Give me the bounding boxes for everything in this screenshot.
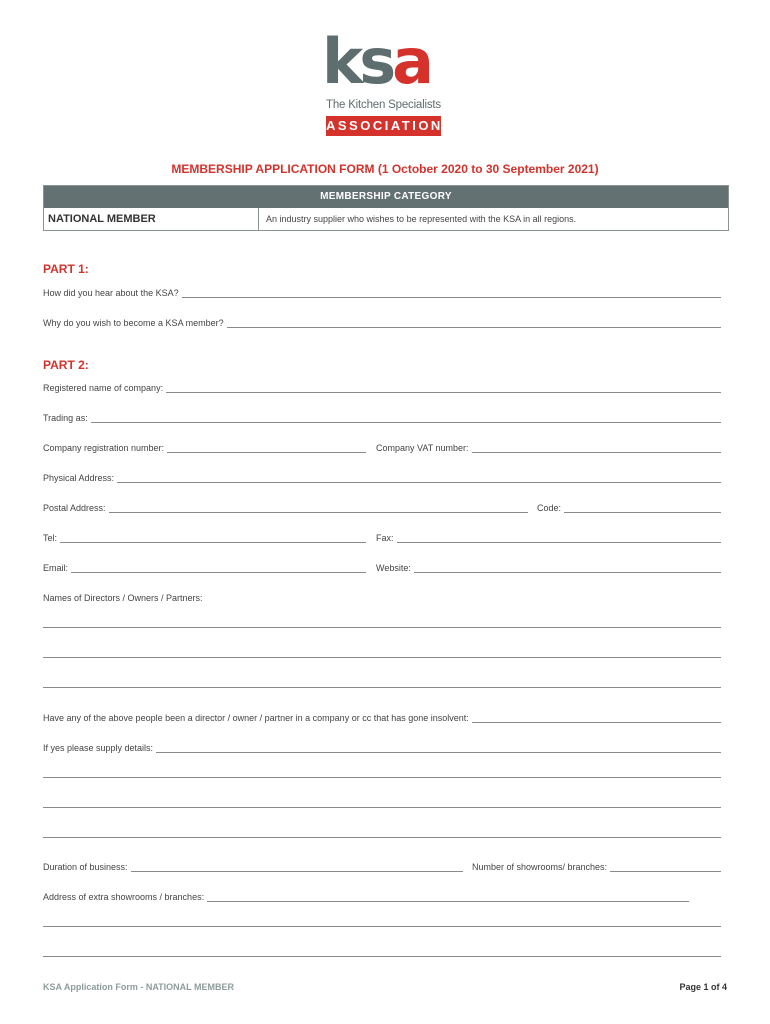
- ksa-logo: [322, 25, 446, 140]
- extra-address-field[interactable]: [43, 888, 689, 902]
- insolvent-label: Have any of the above people been a director / owner / partner in a company or cc that has gone insolvent:: [43, 713, 469, 723]
- directors-line-2[interactable]: [43, 657, 721, 658]
- form-title: MEMBERSHIP APPLICATION FORM (1 October 2020 to 30 September 2021): [171, 162, 599, 176]
- tel-line[interactable]: [60, 534, 366, 543]
- extra-address-line-1[interactable]: [43, 926, 721, 927]
- details-line-3[interactable]: [43, 837, 721, 838]
- physical-address-line[interactable]: [117, 474, 721, 483]
- code-line[interactable]: [564, 504, 721, 513]
- vat-number-line[interactable]: [472, 444, 721, 453]
- showrooms-label: Number of showrooms/ branches:: [472, 862, 608, 872]
- trading-as-field[interactable]: [43, 409, 721, 423]
- hear-about-line[interactable]: [182, 289, 721, 298]
- fax-line[interactable]: [397, 534, 721, 543]
- footer-form-name: KSA Application Form - NATIONAL MEMBER: [43, 982, 234, 992]
- fax-label: Fax:: [376, 533, 394, 543]
- extra-address-line[interactable]: [207, 893, 689, 902]
- vat-number-label: Company VAT number:: [376, 443, 469, 453]
- email-line[interactable]: [71, 564, 366, 573]
- postal-address-field[interactable]: [43, 499, 528, 513]
- physical-address-label: Physical Address:: [43, 473, 115, 483]
- logo-wordmark: ksa: [322, 25, 430, 98]
- registered-name-label: Registered name of company:: [43, 383, 164, 393]
- website-line[interactable]: [414, 564, 721, 573]
- category-name: NATIONAL MEMBER: [44, 208, 259, 230]
- insolvent-line[interactable]: [472, 714, 721, 723]
- showrooms-field[interactable]: [472, 858, 721, 872]
- extra-address-line-2[interactable]: [43, 956, 721, 957]
- extra-address-label: Address of extra showrooms / branches:: [43, 892, 205, 902]
- duration-label: Duration of business:: [43, 862, 128, 872]
- logo-subtitle: The Kitchen Specialists: [326, 99, 441, 111]
- if-yes-field[interactable]: [43, 739, 721, 753]
- directors-line-3[interactable]: [43, 687, 721, 688]
- directors-label: Names of Directors / Owners / Partners:: [43, 593, 203, 603]
- part1-title: PART 1:: [43, 262, 89, 276]
- email-label: Email:: [43, 563, 69, 573]
- logo-association-banner: ASSOCIATION: [326, 116, 441, 136]
- details-line-2[interactable]: [43, 807, 721, 808]
- why-member-line[interactable]: [227, 319, 721, 328]
- tel-field[interactable]: [43, 529, 366, 543]
- insolvent-field[interactable]: [43, 709, 721, 723]
- if-yes-line[interactable]: [156, 744, 721, 753]
- code-field[interactable]: [537, 499, 721, 513]
- vat-number-field[interactable]: [376, 439, 721, 453]
- directors-line-1[interactable]: [43, 627, 721, 628]
- fax-field[interactable]: [376, 529, 721, 543]
- why-member-field[interactable]: [43, 314, 721, 328]
- showrooms-line[interactable]: [610, 863, 721, 872]
- email-field[interactable]: [43, 559, 366, 573]
- hear-about-label: How did you hear about the KSA?: [43, 288, 179, 298]
- postal-address-label: Postal Address:: [43, 503, 106, 513]
- tel-label: Tel:: [43, 533, 58, 543]
- footer-page-number: Page 1 of 4: [679, 982, 727, 992]
- physical-address-field[interactable]: [43, 469, 721, 483]
- category-description: An industry supplier who wishes to be represented with the KSA in all regions.: [266, 214, 577, 224]
- code-label: Code:: [537, 503, 562, 513]
- part2-title: PART 2:: [43, 358, 89, 372]
- reg-number-field[interactable]: [43, 439, 366, 453]
- registered-name-field[interactable]: [43, 379, 721, 393]
- why-member-label: Why do you wish to become a KSA member?: [43, 318, 224, 328]
- trading-as-label: Trading as:: [43, 413, 88, 423]
- website-field[interactable]: [376, 559, 721, 573]
- duration-field[interactable]: [43, 858, 463, 872]
- postal-address-line[interactable]: [109, 504, 528, 513]
- reg-number-label: Company registration number:: [43, 443, 165, 453]
- website-label: Website:: [376, 563, 411, 573]
- membership-category-table: [43, 185, 729, 231]
- if-yes-label: If yes please supply details:: [43, 743, 154, 753]
- membership-category-row: [44, 208, 728, 230]
- trading-as-line[interactable]: [91, 414, 721, 423]
- duration-line[interactable]: [131, 863, 463, 872]
- registered-name-line[interactable]: [166, 384, 721, 393]
- hear-about-field[interactable]: [43, 284, 721, 298]
- membership-category-header: MEMBERSHIP CATEGORY: [44, 186, 728, 208]
- reg-number-line[interactable]: [167, 444, 366, 453]
- details-line-1[interactable]: [43, 777, 721, 778]
